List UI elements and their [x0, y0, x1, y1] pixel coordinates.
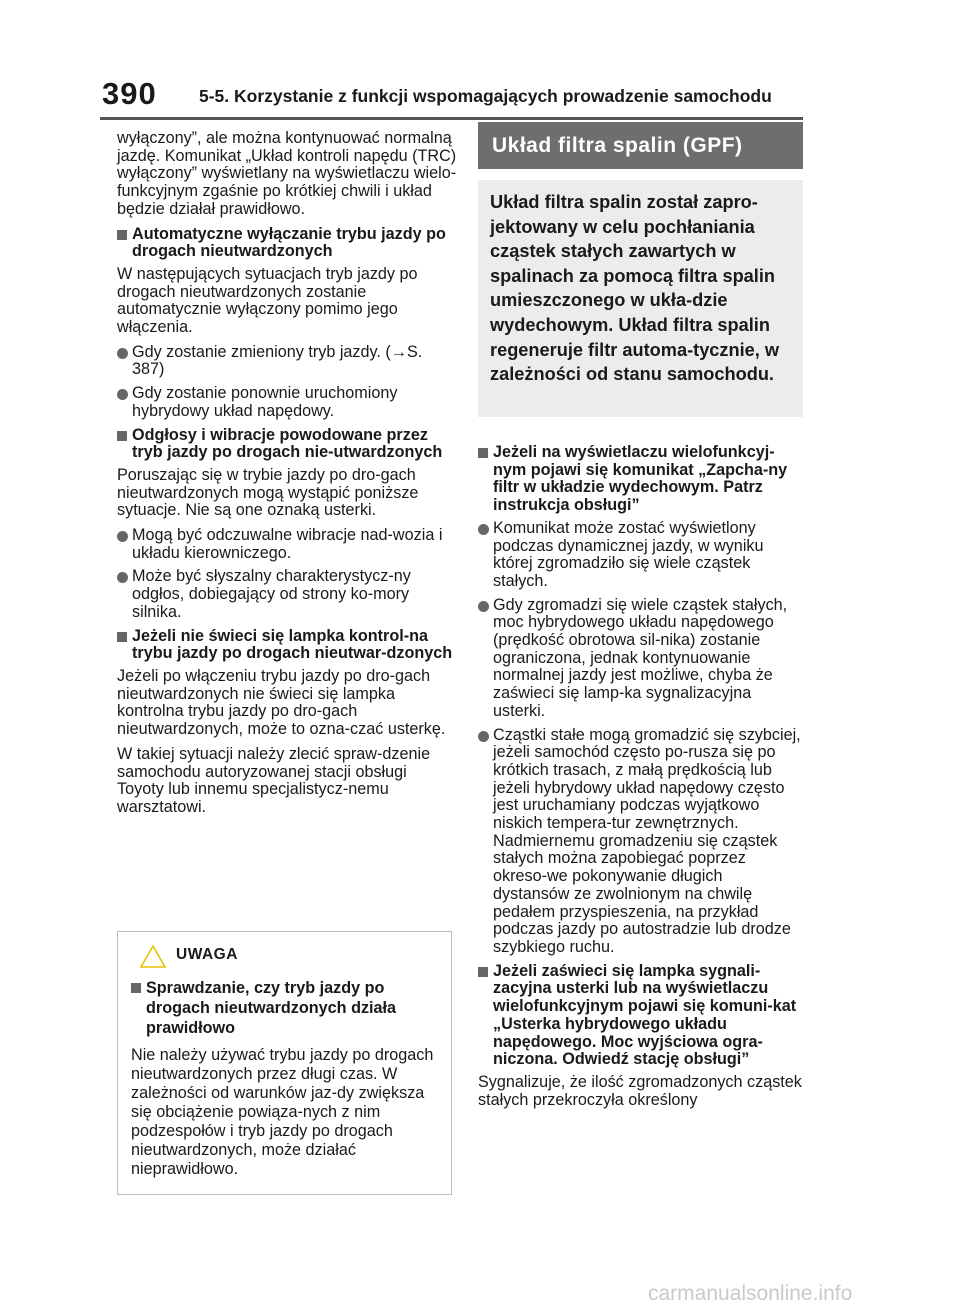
section-heading-text: Odgłosy i wibracje powodowane przez tryb jazdy po drogach nie-utwardzonych	[132, 425, 443, 462]
square-bullet-icon	[117, 632, 127, 642]
section-heading-text: Jeżeli zaświeci się lampka sygnali-zacyjna usterki lub na wyświetlaczu wielofunkcyjnym pojawi się komuni-kat „Usterka hybrydowego układu napędowego. Moc wyjściowa ogra-niczona. Odwiedź stację obsługi”	[493, 961, 797, 1069]
circle-bullet-icon	[478, 524, 489, 535]
warning-label: UWAGA	[176, 946, 238, 963]
warning-body	[131, 978, 443, 1179]
circle-bullet-icon	[478, 601, 489, 612]
warning-heading-text: Sprawdzanie, czy tryb jazdy po drogach nieutwardzonych działa prawidłowo	[146, 979, 397, 1037]
circle-bullet-icon	[478, 731, 489, 742]
list-item	[478, 597, 803, 721]
list-item-text: Gdy zostanie ponownie uruchomiony hybrydowy układ napędowy.	[132, 384, 398, 420]
list-item-text: Gdy zgromadzi się wiele cząstek stałych, moc hybrydowego układu napędowego (prędkość obrotowa sil-nika) zostanie ograniczona, jednak kontynuowanie normalnej jazdy jest możliwe, chyba że zaświeci się lamp-ka sygnalizacyjna usterki.	[493, 595, 788, 720]
header-rule	[100, 117, 803, 120]
list-item	[117, 344, 457, 379]
circle-bullet-icon	[117, 348, 128, 359]
list-item	[478, 727, 803, 957]
paragraph: W takiej sytuacji należy zlecić spraw-dzenie samochodu autoryzowanej stacji obsługi Toyoty lub innemu specjalistycz-nemu warsztatowi.	[117, 744, 431, 816]
warning-heading	[131, 978, 443, 1038]
right-column	[478, 444, 803, 1116]
warning-text: Nie należy używać trybu jazdy po drogach nieutwardzonych przez długi czas. W zależności od warunków jaz-dy zwiększa się obciążenie powiąza-nych z nim podzespołów i tryb jazdy po drogach nieutwardzonych, może działać nieprawidłowo.	[131, 1046, 434, 1178]
list-item	[478, 520, 803, 591]
circle-bullet-icon	[117, 389, 128, 400]
section-heading-text: Automatyczne wyłączanie trybu jazdy po drogach nieutwardzonych	[132, 224, 446, 261]
list-item-text: Cząstki stałe mogą gromadzić się szybciej, jeżeli samochód często po-rusza się po krótkich trasach, z małą prędkością lub jeżeli hybrydowy układ napędowy często jest uruchamiany podczas wyjątkowo niskich tempera-tur zewnętrznych. Nadmiernemu gromadzeniu się cząstek stałych można zapobiegać poprzez okreso-we pokonywanie długich dystansów ze zwolnionym na chwilę pedałem przyspieszenia, na przykład podczas jazdy po autostradzie lub drodze szybkiego ruchu.	[493, 725, 801, 956]
intro-paragraph: wyłączony”, ale można kontynuować normalną jazdę. Komunikat „Układ kontroli napędu (TRC) wyłączony” wyświetlany na wyświetlaczu wielo-funkcyjnym zgaśnie po krótkiej chwili i układ będzie działał prawidłowo.	[117, 129, 457, 218]
paragraph: W następujących sytuacjach tryb jazdy po drogach nieutwardzonych zostanie automatycznie wyłączony pomimo jego włączenia.	[117, 264, 418, 337]
warning-triangle-icon	[140, 945, 166, 968]
section-heading	[117, 628, 457, 663]
watermark: carmanualsonline.info	[648, 1282, 853, 1305]
square-bullet-icon	[131, 983, 141, 993]
chapter-title: 5-5. Korzystanie z funkcji wspomagających prowadzenie samochodu	[199, 86, 772, 106]
paragraph: Poruszając się w trybie jazdy po dro-gach nieutwardzonych mogą wystąpić poniższe sytuacje. Nie są one oznaką usterki.	[117, 465, 419, 520]
page-number: 390	[102, 76, 157, 111]
list-item	[117, 385, 457, 420]
circle-bullet-icon	[117, 572, 128, 583]
section-heading	[117, 226, 457, 261]
square-bullet-icon	[117, 431, 127, 441]
square-bullet-icon	[478, 967, 488, 977]
list-item	[117, 527, 457, 562]
list-item-text: Może być słyszalny charakterystycz-ny odgłos, dobiegający od strony ko-mory silnika.	[132, 567, 411, 621]
paragraph: Sygnalizuje, że ilość zgromadzonych cząstek stałych przekroczyła określony	[478, 1072, 802, 1109]
page-header	[0, 0, 960, 120]
list-item	[117, 568, 457, 621]
section-heading	[478, 444, 803, 515]
section-heading	[478, 963, 803, 1069]
section-heading-text: Jeżeli na wyświetlaczu wielofunkcyj-nym pojawi się komunikat „Zapcha-ny filtr w układzie wydechowym. Patrz instrukcja obsługi”	[493, 443, 788, 515]
warning-header	[118, 932, 451, 977]
section-heading-text: Jeżeli nie świeci się lampka kontrol-na trybu jazdy po drogach nieutwar-dzonych	[132, 626, 453, 663]
warning-box	[117, 931, 452, 1195]
list-item-text: Gdy zostanie zmieniony tryb jazdy. (→S. 387)	[132, 342, 423, 379]
square-bullet-icon	[478, 448, 488, 458]
list-item-text: Mogą być odczuwalne wibracje nad-wozia i układu kierowniczego.	[132, 526, 443, 562]
section-heading	[117, 427, 457, 462]
square-bullet-icon	[117, 230, 127, 240]
paragraph: Jeżeli po włączeniu trybu jazdy po dro-gach nieutwardzonych nie świeci się lampka kontrolna trybu jazdy po dro-gach nieutwardzonych, może to ozna-czać usterkę.	[117, 666, 446, 739]
circle-bullet-icon	[117, 531, 128, 542]
left-column	[117, 130, 457, 824]
intro-box: Układ filtra spalin został zapro-jektowany w celu pochłaniania cząstek stałych zawartych w spalinach za pomocą filtra spalin umieszczonego w ukła-dzie wydechowym. Układ filtra spalin regeneruje filtr automa-tycznie, w zależności od stanu samochodu.	[478, 180, 803, 417]
section-title: Układ filtra spalin (GPF)	[478, 122, 803, 169]
list-item-text: Komunikat może zostać wyświetlony podczas dynamicznej jazdy, w wyniku której zgromadziło się wiele cząstek stałych.	[493, 518, 764, 590]
